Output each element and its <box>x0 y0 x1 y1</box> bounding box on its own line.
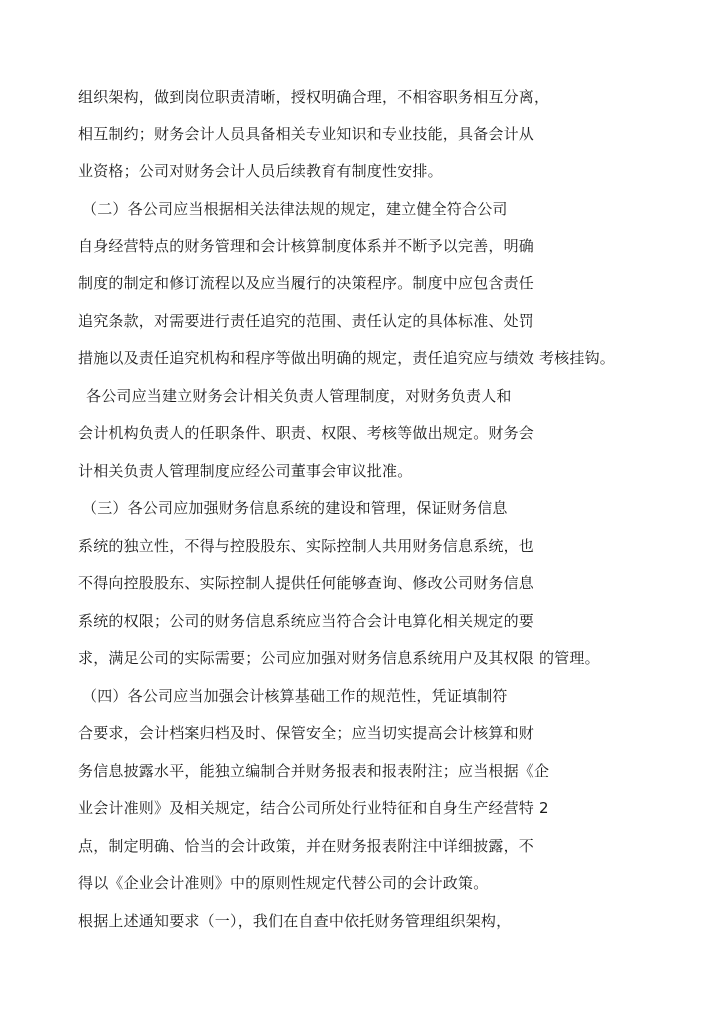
text-line: 计相关负责人管理制度应经公司董事会审议批准。 <box>78 462 413 480</box>
text-line: 系统的权限；公司的财务信息系统应当符合会计电算化相关规定的要 <box>78 612 535 630</box>
text-line: （三）各公司应加强财务信息系统的建设和管理，保证财务信息 <box>82 499 508 517</box>
text-line: 系统的独立性，不得与控股股东、实际控制人共用财务信息系统，也 <box>78 537 535 555</box>
text-line: 根据上述通知要求（一），我们在自查中依托财务管理组织架构， <box>78 912 512 930</box>
text-line: 各公司应当建立财务会计相关负责人管理制度，对财务负责人和 <box>86 387 512 405</box>
text-line: 求，满足公司的实际需要；公司应加强对财务信息系统用户及其权限 的管理。 <box>78 649 600 667</box>
text-line: （四）各公司应当加强会计核算基础工作的规范性，凭证填制符 <box>82 687 508 705</box>
text-line: 相互制约；财务会计人员具备相关专业知识和专业技能，具备会计从 <box>78 125 535 143</box>
text-line: 组织架构，做到岗位职责清晰，授权明确合理，不相容职务相互分离， <box>78 88 550 106</box>
text-line: 合要求，会计档案归档及时、保管安全；应当切实提高会计核算和财 <box>78 724 535 742</box>
text-line: （二）各公司应当根据相关法律法规的规定，建立健全符合公司 <box>82 200 508 218</box>
text-line: 务信息披露水平，能独立编制合并财务报表和报表附注；应当根据《企 <box>78 762 550 780</box>
text-line: 业资格；公司对财务会计人员后续教育有制度性安排。 <box>78 162 443 180</box>
text-line: 制度的制定和修订流程以及应当履行的决策程序。制度中应包含责任 <box>78 274 535 292</box>
text-line: 得以《企业会计准则》中的原则性规定代替公司的会计政策。 <box>78 874 489 892</box>
text-line: 不得向控股股东、实际控制人提供任何能够查询、修改公司财务信息 <box>78 574 535 592</box>
text-line: 点，制定明确、恰当的会计政策，并在财务报表附注中详细披露，不 <box>78 837 535 855</box>
text-line: 追究条款，对需要进行责任追究的范围、责任认定的具体标准、处罚 <box>78 312 535 330</box>
text-line: 自身经营特点的财务管理和会计核算制度体系并不断予以完善，明确 <box>78 237 535 255</box>
text-line: 会计机构负责人的任职条件、职责、权限、考核等做出规定。财务会 <box>78 424 535 442</box>
text-line: 措施以及责任追究机构和程序等做出明确的规定，责任追究应与绩效 考核挂钩。 <box>78 349 615 367</box>
text-line: 业会计准则》及相关规定，结合公司所处行业特征和自身生产经营特 2 <box>78 799 549 817</box>
